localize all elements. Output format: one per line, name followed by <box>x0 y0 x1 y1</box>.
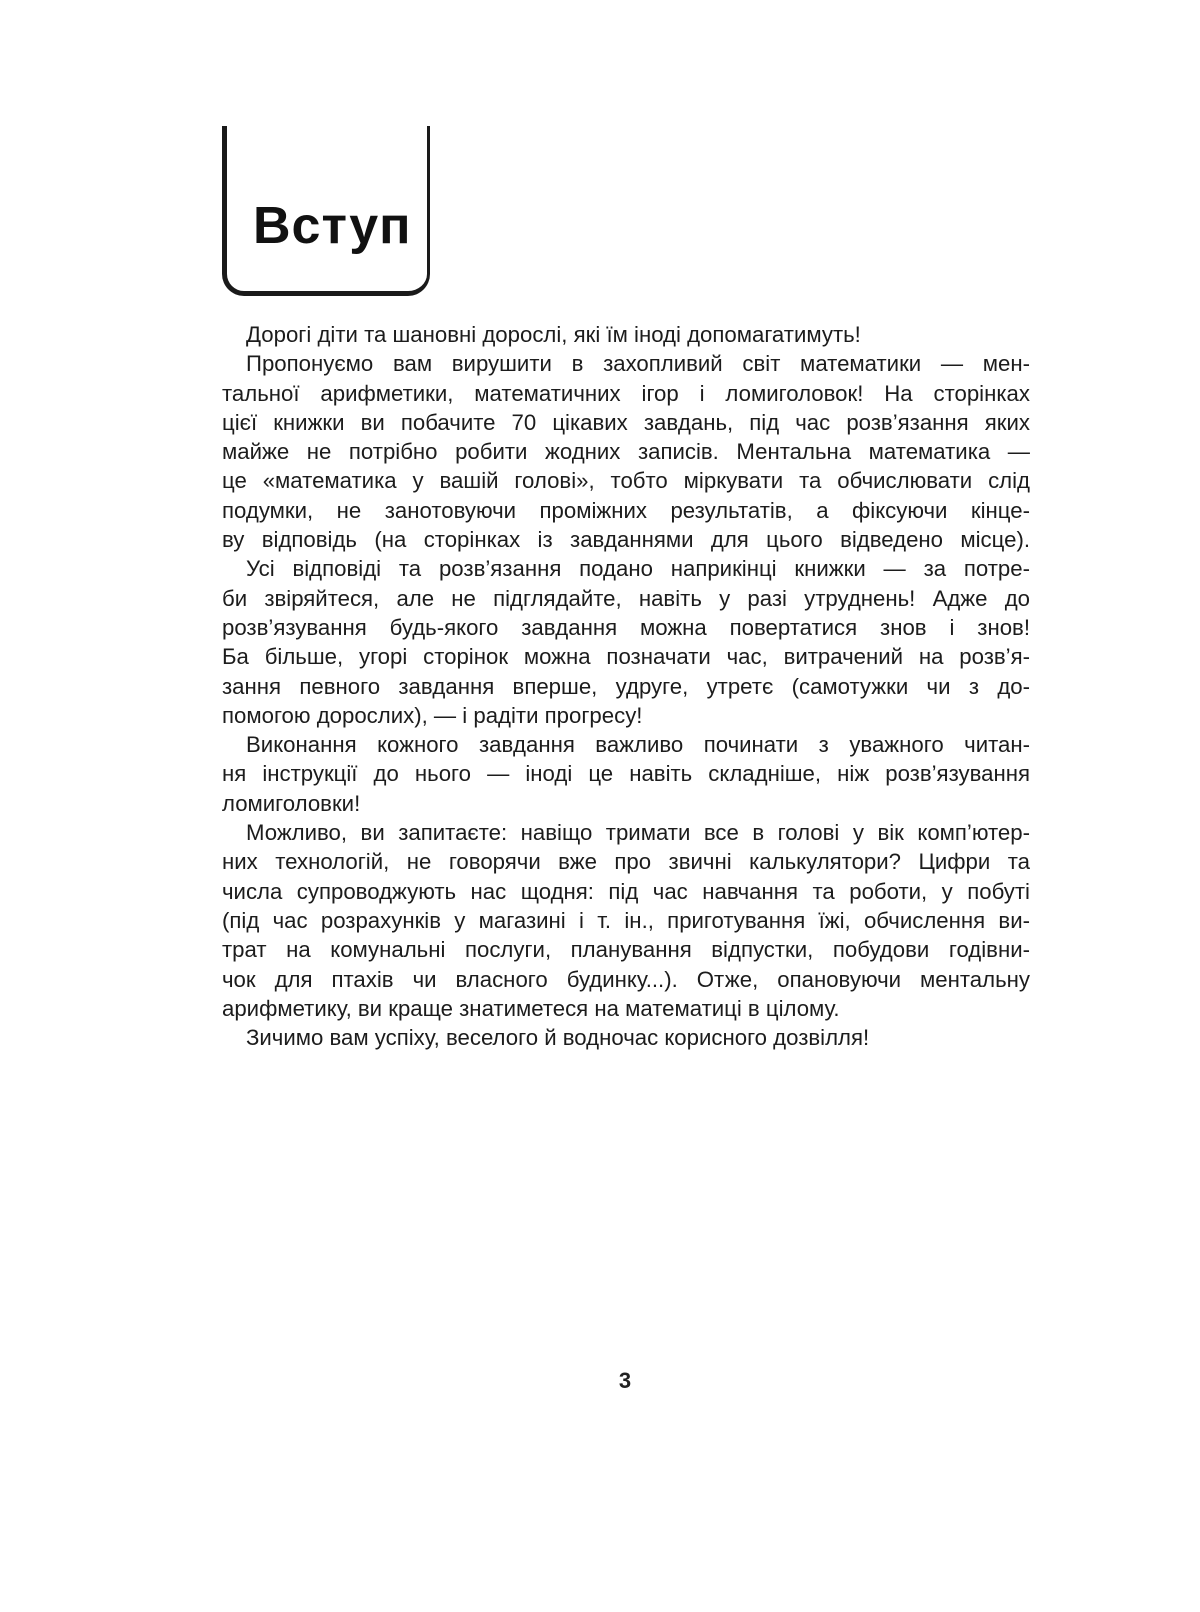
paragraph-line: подумки, не занотовуючи проміжних результатів, а фіксуючи кінце- <box>222 497 1030 523</box>
paragraph-line: арифметику, ви краще знатиметеся на математиці в цілому. <box>222 995 840 1021</box>
body-text <box>222 320 1030 1052</box>
chapter-title-box <box>222 126 430 296</box>
paragraph-line: Усі відповіді та розв’язання подано наприкінці книжки — за потре- <box>246 556 1030 582</box>
paragraph-line: розв’язування будь-якого завдання можна повертатися знов і знов! <box>222 614 1030 640</box>
paragraph-line: (під час розрахунків у магазині і т. ін., приготування їжі, обчислення ви- <box>222 907 1030 933</box>
paragraph-line: ву відповідь (на сторінках із завданнями для цього відведено місце). <box>222 527 1030 553</box>
paragraph-line: ня інструкції до нього — іноді це навіть складніше, ніж розв’язування <box>222 761 1030 787</box>
paragraph-line: цієї книжки ви побачите 70 цікавих завдань, під час розв’язання яких <box>222 409 1030 435</box>
paragraph-line: Ба більше, угорі сторінок можна позначати час, витрачений на розв’я- <box>222 644 1030 670</box>
paragraph-line: числа супроводжують нас щодня: під час навчання та роботи, у побуті <box>222 878 1030 904</box>
paragraph-line: Пропонуємо вам вирушити в захопливий світ математики — мен- <box>246 351 1030 377</box>
paragraph-line: чок для птахів чи власного будинку...). Отже, опановуючи ментальну <box>222 966 1030 992</box>
paragraph-line: Можливо, ви запитаєте: навіщо тримати все в голові у вік комп’ютер- <box>246 820 1030 846</box>
paragraph-line: Зичимо вам успіху, веселого й водночас корисного дозвілля! <box>246 1025 870 1051</box>
paragraph-line: це «математика у вашій голові», тобто міркувати та обчислювати слід <box>222 468 1030 494</box>
paragraph-line: трат на комунальні послуги, планування відпустки, побудови годівни- <box>222 937 1030 963</box>
paragraph-line: них технологій, не говорячи вже про звичні калькулятори? Цифри та <box>222 849 1030 875</box>
paragraph-line: ломиголовки! <box>222 790 361 816</box>
paragraph-line: Виконання кожного завдання важливо починати з уважного читан- <box>246 732 1030 758</box>
paragraph-line: майже не потрібно робити жодних записів. Ментальна математика — <box>222 439 1030 465</box>
chapter-title: Вступ <box>253 197 412 255</box>
paragraph-line: тальної арифметики, математичних ігор і ломиголовок! На сторінках <box>222 380 1030 406</box>
paragraph-line: Дорогі діти та шановні дорослі, які їм іноді допомагатимуть! <box>246 322 861 347</box>
page-number: 3 <box>618 1368 632 1393</box>
paragraph-line: зання певного завдання вперше, удруге, утретє (самотужки чи з до- <box>222 673 1030 699</box>
paragraph-line: би звіряйтеся, але не підглядайте, навіть у разі утруднень! Адже до <box>222 585 1030 611</box>
paragraph-line: помогою дорослих), — і радіти прогресу! <box>222 702 643 728</box>
